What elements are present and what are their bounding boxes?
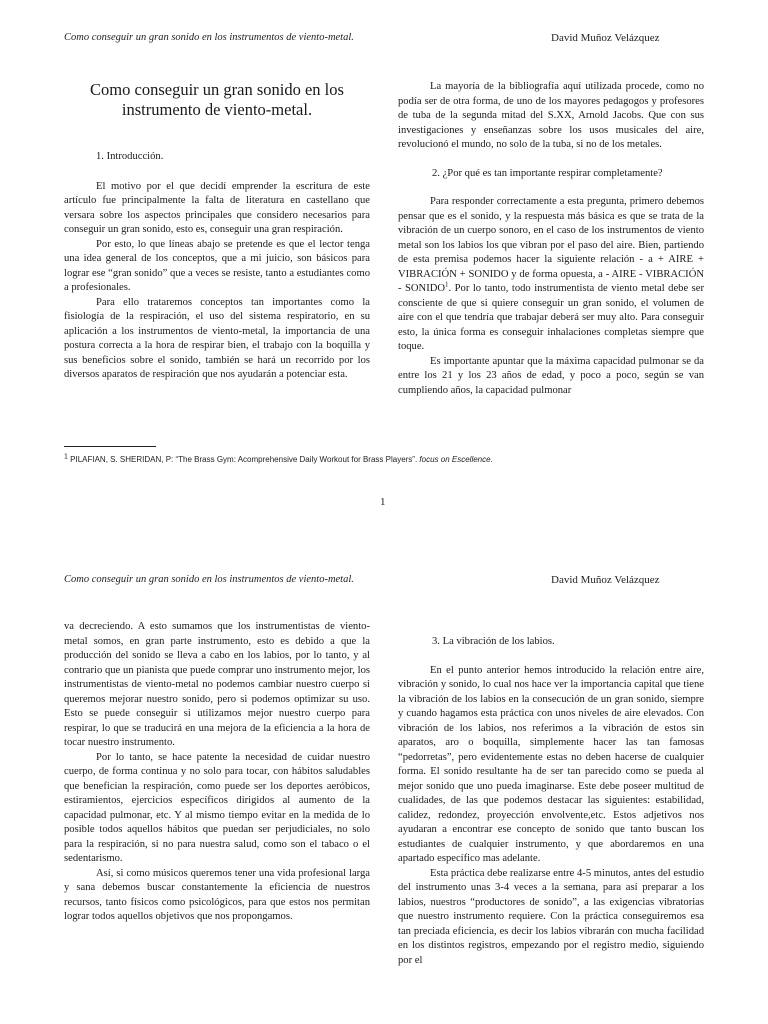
paragraph: En el punto anterior hemos introducido la relación entre aire, vibración y sonido, lo cual nos hace ver la importancia capital que tiene la vibración de los labios en la consecución de un gran sonido, siempre y cuando hagamos esta práctica con unos niveles de aire elevados. Con vibración de los labios, nos referimos a la vibración de estos sin aparatos, aro o boquilla, simplemente hacer las tan famosas “pedorretas”, pero evidentemente estas no deben hacerse de cualquier forma. El sonido resultante ha de ser tan parecido como se pueda al mejor sonido que uno pueda imaginarse. Este debe poseer multitud de cualidades, de las que podemos destacar las siguientes: estabilidad, calidez, redondez, proyección envolvente,etc. Estos adjetivos nos ayudaran a encontrar ese concepto de sonido que tanto buscan los estudiantes de cualquier instrumento, y que abordaremos en una apartado específico mas adelante. bbox=[398, 664, 704, 864]
running-header-title: Como conseguir un gran sonido en los instrumentos de viento-metal. bbox=[64, 32, 354, 43]
page-number: 1 bbox=[380, 496, 386, 508]
paragraph: Por esto, lo que líneas abajo se pretende es que el lector tenga una idea general de los conceptos, que a mi juicio, son básicos para lograr ese “gran sonido” que a veces se resiste, tanto a estudiantes como a profesionales. bbox=[64, 238, 370, 293]
running-header-author: David Muñoz Velázquez bbox=[551, 574, 660, 586]
paragraph-text: Para responder correctamente a esta pregunta, primero debemos pensar que es el sonido, y la respuesta más básica es que se trata de la vibración de un cuerpo sonoro, en el caso de los instrumentos de viento metal son los labios los que vibran por el paso del aire. Bien, partiendo de esta premisa podemos hacer la siguiente relación - a + AIRE + VIBRACIÓN + SONIDO y de forma opuesta, a - AIRE - VIBRACIÓN - SONIDO bbox=[398, 196, 704, 294]
page-2 bbox=[0, 562, 768, 1024]
article-title: Como conseguir un gran sonido en los instrumento de viento-metal. bbox=[90, 80, 344, 119]
section-heading-respirar: 2. ¿Por qué es tan importante respirar completamente? bbox=[432, 167, 663, 179]
paragraph-with-footnote bbox=[398, 195, 704, 355]
page-separator bbox=[0, 555, 768, 562]
paragraph: Esta práctica debe realizarse entre 4-5 minutos, antes del estudio del instrumento unas 3-4 veces a la semana, para así preparar a los labios, nuestros “productores de sonido”, a las exigencias vibratorias que nuestro instrumento requiere. Con la práctica conseguiremos esa tan preciada eficiencia, es decir los labios vibrarán con mucha facilidad en los distintos registros, empezando por el registro medio, siguiendo por el bbox=[398, 867, 704, 966]
footnote-divider bbox=[64, 446, 156, 447]
paragraph: Para ello trataremos conceptos tan importantes como la fisiología de la respiración, el uso del sistema respiratorio, en su aplicación a los instrumentos de viento-metal, la importancia de una postura correcta a la hora de respirar bien, el trabajo con la boquilla y sus beneficios sobre el sonido, también se hará un recorrido por los diversos aparatos de respiración que nos ayudarán a potenciar esta. bbox=[64, 296, 370, 380]
footnote-text: PILAFIAN, S. SHERIDAN, P: “The Brass Gym: Acomprehensive Daily Workout for Brass Players”. bbox=[67, 455, 420, 464]
paragraph: va decreciendo. A esto sumamos que los instrumentistas de viento-metal somos, en gran parte instrumento, esto es debido a que la producción del sonido se lleva a cabo en los labios, por lo tanto, y al contrario que un pianista que puede comprar uno instrumento mejor, los instrumentistas de viento-metal no podemos cambiar nuestro cuerpo si queremos mejorar nuestro sonido, pero si podemos optimizar su uso. Esto se puede conseguir si utilizamos mejor nuestro cuerpo para respirar, lo que se traducirá en una mejora de la eficiencia a la hora de tocar nuestro instrumento. bbox=[64, 621, 370, 748]
footnote bbox=[64, 455, 704, 464]
page-2-right-column bbox=[398, 635, 704, 968]
paragraph: La mayoría de la bibliografía aquí utilizada procede, como no podía ser de otra forma, de uno de los mayores pedagogos y profesores de tuba de la segunda mitad del S.XX, Arnold Jacobs. Que con sus investigaciones y enseñanzas sobre los usos musicales del aire, revolucionó el mundo, no solo de la tuba, si no de los metales. bbox=[398, 81, 704, 150]
footnote-mark: 1 bbox=[64, 453, 68, 461]
paragraph: Es importante apuntar que la máxima capacidad pulmonar se da entre los 21 y los 23 años de edad, y poco a poco, según se van cumpliendo años, la capacidad pulmonar bbox=[398, 355, 704, 396]
page-1-left-column bbox=[64, 80, 370, 383]
paragraph: El motivo por el que decidí emprender la escritura de este artículo fue principalmente la falta de literatura en castellano que versara sobre los aspectos principales que considero necesarios para conseguir un gran sonido, esto es, conseguir una gran respiración. bbox=[64, 180, 370, 235]
footnote-italic: focus on Escellence. bbox=[419, 455, 493, 464]
section-heading-introduccion: 1. Introducción. bbox=[96, 151, 164, 162]
paragraph: Así, si como músicos queremos tener una vida profesional larga y sana debemos buscar constantemente la eficiencia de nuestros recursos, tanto físicos como psicológicos, para que estos nos permitan lograr todos aquellos objetivos que nos propongamos. bbox=[64, 867, 370, 922]
paragraph-text: . Por lo tanto, todo instrumentista de viento metal debe ser consciente de que si quiere conseguir un gran sonido, el volumen de aire con el que tendría que trabajar deberá ser muy alto. Para conseguir esto, la única forma es conseguir inhalaciones completas siempre que toque. bbox=[398, 283, 704, 352]
running-header-title: Como conseguir un gran sonido en los instrumentos de viento-metal. bbox=[64, 574, 354, 585]
footnote-reference[interactable]: 1 bbox=[445, 280, 449, 289]
page-1-right-column bbox=[398, 80, 704, 398]
paragraph: Por lo tanto, se hace patente la necesidad de cuidar nuestro cuerpo, de forma continua y no solo para tocar, con hábitos saludables que benefician la respiración, como puede ser los deportes aeróbicos, estiramientos, ejercicios específicos dirigidos al aumento de la capacidad pulmonar, etc. Y al mismo tiempo evitar en la medida de lo posible todos aquellos hábitos que puedan ser perjudiciales, no solo para la respiración, si no para nuestra salud, como son el tabaco o el sedentarismo. bbox=[64, 751, 370, 864]
page-2-left-column bbox=[64, 620, 370, 925]
section-heading-vibracion: 3. La vibración de los labios. bbox=[432, 636, 555, 647]
running-header-author: David Muñoz Velázquez bbox=[551, 32, 660, 44]
